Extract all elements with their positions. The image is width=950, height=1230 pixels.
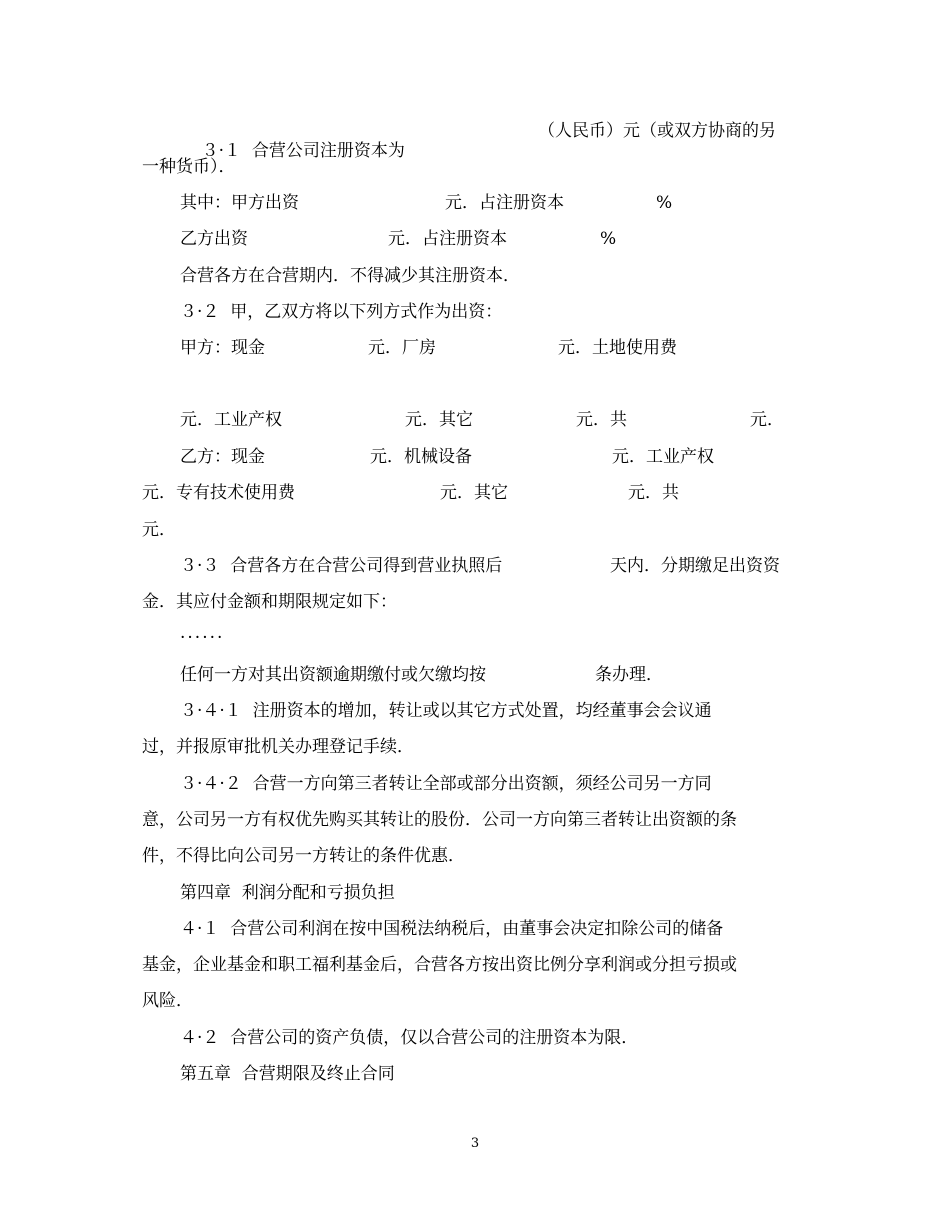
text-segment: 天内．分期缴足出资资: [610, 556, 780, 576]
text-segment: 元．其它: [405, 410, 473, 430]
text-segment: 乙方出资: [180, 229, 248, 249]
text-segment: 其中：甲方出资: [180, 193, 299, 213]
text-segment: 条办理．: [595, 665, 663, 685]
chapter-5-heading: 第五章 合营期限及终止合同: [180, 1064, 395, 1084]
text-segment: 元．专有技术使用费: [142, 483, 295, 503]
text-segment: 甲方：现金: [180, 338, 265, 358]
text-segment: 元．厂房: [368, 338, 436, 358]
text-segment: 元．工业产权: [612, 447, 714, 467]
paragraph-line: 风险．: [142, 991, 193, 1011]
paragraph-line: 合营各方在合营期内．不得减少其注册资本．: [180, 266, 520, 286]
text-segment: 元．土地使用费: [558, 338, 677, 358]
paragraph-line: 基金，企业基金和职工福利基金后，合营各方按出资比例分享利润或分担亏损或: [142, 955, 737, 975]
line-4-2: ４·２ 合营公司的资产负债，仅以合营公司的注册资本为限．: [180, 1028, 639, 1048]
text-segment: 元．工业产权: [180, 410, 282, 430]
text-segment: 元．: [142, 520, 176, 540]
paragraph-line: 金．其应付金额和期限规定如下：: [142, 592, 397, 612]
text-segment: 元．占注册资本: [445, 193, 564, 213]
text-segment: 元．共: [576, 410, 627, 430]
chapter-4-heading: 第四章 利润分配和亏损负担: [180, 883, 395, 903]
percent-sign: %: [600, 229, 617, 249]
text-segment: ３·１ 合营公司注册资本为: [201, 141, 405, 161]
text-segment: 任何一方对其出资额逾期缴付或欠缴均按: [180, 665, 486, 685]
text-segment: 元．占注册资本: [388, 229, 507, 249]
paragraph-line: 意，公司另一方有权优先购买其转让的股份．公司一方向第三者转让出资额的条: [142, 810, 737, 830]
paragraph-line: 过，并报原审批机关办理登记手续．: [142, 737, 414, 757]
paragraph-line: 件，不得比向公司另一方转让的条件优惠．: [142, 846, 465, 866]
line-currency: 一种货币）．: [142, 157, 236, 177]
line-3-4-2: ３·４·２ 合营一方向第三者转让全部或部分出资额，须经公司另一方同: [180, 774, 712, 794]
line-3-3: ３·３ 合营各方在合营公司得到营业执照后: [180, 556, 503, 576]
page-number: 3: [470, 1136, 480, 1151]
line-3-2: ３·２ 甲，乙双方将以下列方式作为出资：: [180, 302, 503, 322]
text-segment: 元．共: [628, 483, 679, 503]
line-4-1: ４·１ 合营公司利润在按中国税法纳税后，由董事会决定扣除公司的储备: [180, 919, 724, 939]
percent-sign: %: [656, 193, 673, 213]
text-segment: 元．机械设备: [370, 447, 472, 467]
text-segment: （人民币）元（或双方协商的另: [538, 121, 776, 141]
line-3-4-1: ３·４·１ 注册资本的增加，转让或以其它方式处置，均经董事会会议通: [180, 701, 712, 721]
text-segment: 元．其它: [440, 483, 508, 503]
text-segment: 乙方：现金: [180, 447, 265, 467]
text-segment: 元．: [750, 410, 784, 430]
ellipsis-dots: ······: [180, 628, 225, 648]
